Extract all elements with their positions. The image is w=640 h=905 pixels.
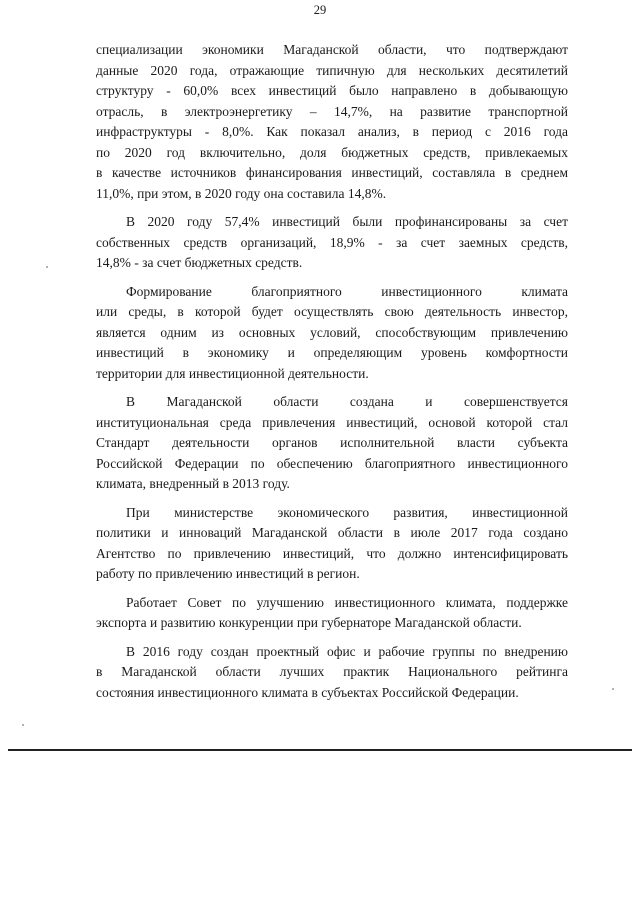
text-line: работу по привлечению инвестиций в регион. [96, 566, 360, 581]
text-line: территории для инвестиционной деятельности. [96, 365, 369, 381]
paragraph-3 [96, 282, 568, 385]
text-line: 14,8% - за счет бюджетных средств. [96, 255, 303, 270]
text-line: собственных средств организаций, 18,9% - за счет заемных средств, [96, 234, 568, 250]
text-line: климата, внедренный в 2013 году. [96, 476, 290, 491]
text-line: 11,0%, при этом, в 2020 году она составила 14,8%. [96, 185, 387, 201]
text-line: Формирование благоприятного инвестиционного климата [126, 283, 568, 299]
document-body [96, 40, 568, 703]
footer-divider [8, 749, 632, 751]
text-line: отрасль, в электроэнергетику – 14,7%, на развитие транспортной [96, 103, 568, 119]
text-line: В Магаданской области создана и совершенствуется [126, 394, 568, 409]
paragraph-2 [96, 212, 568, 274]
text-line: инвестиций в экономику и определяющим уровень комфортности [96, 345, 568, 360]
paragraph-4 [96, 392, 568, 495]
text-line: по 2020 год включительно, доля бюджетных средств, привлекаемых [96, 144, 568, 160]
text-line: инфраструктуры - 8,0%. Как показал анализ, в период с 2016 года [96, 124, 568, 139]
text-line: является одним из основных условий, способствующим привлечению [96, 324, 568, 340]
text-line: данные 2020 года, отражающие типичную для нескольких десятилетий [96, 62, 568, 78]
text-line: В 2016 году создан проектный офис и рабочие группы по внедрению [126, 643, 568, 659]
text-line: экспорта и развитию конкуренции при губернаторе Магаданской области. [96, 615, 522, 630]
text-line: специализации экономики Магаданской области, что подтверждают [96, 42, 568, 57]
text-line: состояния инвестиционного климата в субъектах Российской Федерации. [96, 684, 519, 700]
text-line: При министерстве экономического развития, инвестиционной [126, 504, 568, 520]
paragraph-5 [96, 503, 568, 585]
text-line: Агентство по привлечению инвестиций, что должно интенсифицировать [96, 545, 568, 561]
text-line: политики и инноваций Магаданской области в июле 2017 года создано [96, 525, 568, 540]
text-line: в качестве источников финансирования инвестиций, составляла в среднем [96, 165, 568, 180]
page-number: 29 [313, 3, 327, 17]
scan-speck [612, 688, 614, 690]
text-line: институциональная среда привлечения инвестиций, основой которой стал [96, 414, 568, 430]
scan-speck [46, 266, 48, 268]
paragraph-6 [96, 593, 568, 634]
scan-speck [22, 724, 24, 726]
text-line: структуру - 60,0% всех инвестиций было направлено в добывающую [96, 83, 568, 98]
text-line: Стандарт деятельности органов исполнительной власти субъекта [96, 435, 568, 450]
text-line: или среды, в которой будет осуществлять свою деятельность инвестор, [96, 304, 568, 319]
paragraph-1 [96, 40, 568, 204]
text-line: в Магаданской области лучших практик Национального рейтинга [96, 664, 568, 679]
text-line: В 2020 году 57,4% инвестиций были профинансированы за счет [126, 214, 568, 229]
text-line: Российской Федерации по обеспечению благоприятного инвестиционного [96, 455, 568, 471]
paragraph-7 [96, 642, 568, 704]
text-line: Работает Совет по улучшению инвестиционного климата, поддержке [126, 594, 568, 610]
